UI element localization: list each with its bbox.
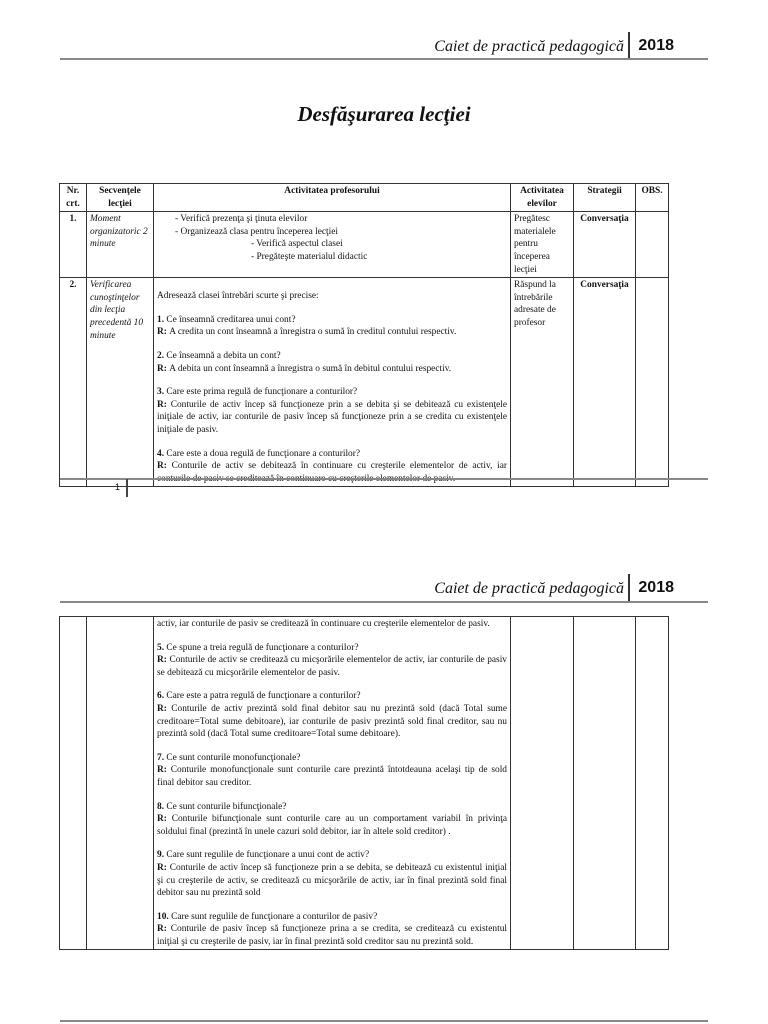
header-year: 2018 bbox=[638, 37, 674, 54]
page-2-content bbox=[0, 614, 768, 1022]
col-header-activitatea-elevilor: Activitatea elevilor bbox=[511, 184, 574, 212]
answer: R: A credita un cont înseamnă a înregistra o sumă în creditul contului respectiv. bbox=[157, 327, 457, 338]
questions-intro: Adresează clasei întrebări scurte şi precise: bbox=[157, 291, 319, 302]
answer: R: Conturile de activ se debitează în continuare cu creşterile elementelor de activ, iar conturile de pasiv se creditează în continuare cu creşterile elementelor de pasiv. bbox=[157, 461, 507, 484]
lesson-table-continued bbox=[59, 616, 669, 950]
strategy: Conversaţia bbox=[574, 212, 636, 278]
answer: R: Conturile monofuncţionale sunt conturile care prezintă întotdeauna acelaşi tip de sold final debitor sau creditor. bbox=[157, 765, 507, 788]
answer-continuation: activ, iar conturile de pasiv se creditează în continuare cu creşterile elementelor de pasiv. bbox=[157, 619, 490, 629]
col-header-strategii: Strategii bbox=[574, 184, 636, 212]
strategy bbox=[574, 617, 636, 950]
footer-rule bbox=[60, 478, 708, 480]
list-item: - Organizează clasa pentru începerea lecţiei bbox=[175, 226, 507, 239]
teacher-activity bbox=[154, 278, 511, 487]
question: 3. Care este prima regulă de funcţionare a conturilor? bbox=[157, 387, 358, 398]
question: 2. Ce înseamnă a debita un cont? bbox=[157, 350, 281, 361]
obs-cell bbox=[636, 278, 669, 487]
table-row bbox=[60, 212, 669, 278]
page-1-content bbox=[0, 0, 768, 484]
question: 8. Ce sunt conturile bifuncţionale? bbox=[157, 801, 287, 812]
footer-separator bbox=[126, 479, 128, 497]
answer: R: Conturile de activ prezintă sold final debitor sau nu prezintă sold (dacă Total sume creditoare=Total sume debitoare), iar conturile de pasiv prezintă sold final creditor, sau nu prezintă sold (dacă Total sume creditoare=Total sume debitoare). bbox=[157, 703, 507, 740]
header-rule bbox=[60, 601, 708, 603]
footer-rule bbox=[60, 1020, 708, 1022]
page-number: 1 bbox=[115, 482, 121, 492]
question: 9. Care sunt regulile de funcţionare a unui cont de activ? bbox=[157, 850, 370, 861]
answer: R: Conturile de pasiv încep să funcţioneze prina a se credita, se creditează cu existentul iniţial şi cu creşterile de pasiv, iar în final prezintă sold creditor sau nu prezintă sold. bbox=[157, 924, 507, 947]
qa-list bbox=[157, 314, 507, 486]
list-item: - Verifică aspectul clasei bbox=[157, 238, 507, 251]
lesson-sequence: Verificarea cunoştinţelor din lecţia precedentă 10 minute bbox=[87, 278, 154, 487]
obs-cell bbox=[636, 212, 669, 278]
obs-cell bbox=[636, 617, 669, 950]
lesson-table bbox=[59, 183, 669, 487]
document-title: Desfăşurarea lecţiei bbox=[297, 102, 471, 126]
header-year: 2018 bbox=[638, 579, 674, 596]
row-number: 1. bbox=[60, 212, 87, 278]
lesson-sequence: Moment organizatoric 2 minute bbox=[87, 212, 154, 278]
teacher-activity bbox=[154, 617, 511, 950]
student-activity: Răspund la întrebările adresate de profesor bbox=[511, 278, 574, 487]
question: 5. Ce spune a treia regulă de funcţionare a conturilor? bbox=[157, 642, 359, 653]
strategy: Conversaţia bbox=[574, 278, 636, 487]
col-header-obs: OBS. bbox=[636, 184, 669, 212]
row-number bbox=[60, 617, 87, 950]
table-header-row bbox=[60, 184, 669, 212]
answer: R: Conturile de activ se creditează cu micşorările elementelor de activ, iar conturile de pasiv se debitează cu micşorările elementelor de pasiv. bbox=[157, 655, 507, 678]
page-header bbox=[60, 578, 708, 602]
teacher-activity bbox=[154, 212, 511, 278]
col-header-nr: Nr. crt. bbox=[60, 184, 87, 212]
table-row bbox=[60, 617, 669, 950]
answer: R: Conturile de activ încep să funcţioneze prin a se debita, se debitează cu existentul iniţial şi cu creşterile de activ, se creditează cu micşorările de activ, iar în final prezintă sold final debitor sau nu prezintă sold bbox=[157, 862, 507, 899]
header-title: Caiet de practică pedagogică bbox=[434, 38, 624, 55]
question: 4. Care este a doua regulă de funcţionare a conturilor? bbox=[157, 448, 361, 459]
col-header-secvente: Secvenţele lecţiei bbox=[87, 184, 154, 212]
question: 10. Care sunt regulile de funcţionare a conturilor de pasiv? bbox=[157, 911, 378, 922]
col-header-activitatea-profesorului: Activitatea profesorului bbox=[154, 184, 511, 212]
question: 7. Ce sunt conturile monofuncţionale? bbox=[157, 752, 301, 763]
answer: R: A debita un cont înseamnă a înregistra o sumă în debitul contului respectiv. bbox=[157, 363, 452, 374]
question: 1. Ce înseamnă creditarea unui cont? bbox=[157, 314, 296, 325]
table-row bbox=[60, 278, 669, 487]
header-title: Caiet de practică pedagogică bbox=[434, 580, 624, 597]
answer: R: Conturile bifuncţionale sunt conturile care au un comportament variabil în privinţa soldului final (prezintă în unele cazuri sold debitor, iar în altele sold creditor) . bbox=[157, 814, 507, 837]
student-activity: Pregătesc materialele pentru începerea lecţiei bbox=[511, 212, 574, 278]
question: 6. Care este a patra regulă de funcţionare a conturilor? bbox=[157, 691, 361, 702]
answer: R: Conturile de activ încep să funcţioneze prin a se debita şi se debitează cu existenţele iniţiale de activ, iar conturile de pasiv încep să funcţioneze prin a se credita cu existenţele iniţiale de pasiv. bbox=[157, 399, 507, 435]
list-item: - Pregăteşte materialul didactic bbox=[157, 251, 507, 264]
qa-list bbox=[157, 618, 507, 948]
header-separator bbox=[628, 574, 630, 602]
lesson-sequence bbox=[87, 617, 154, 950]
student-activity bbox=[511, 617, 574, 950]
list-item: - Verifică prezenţa şi ţinuta elevilor bbox=[175, 213, 507, 226]
row-number: 2. bbox=[60, 278, 87, 487]
